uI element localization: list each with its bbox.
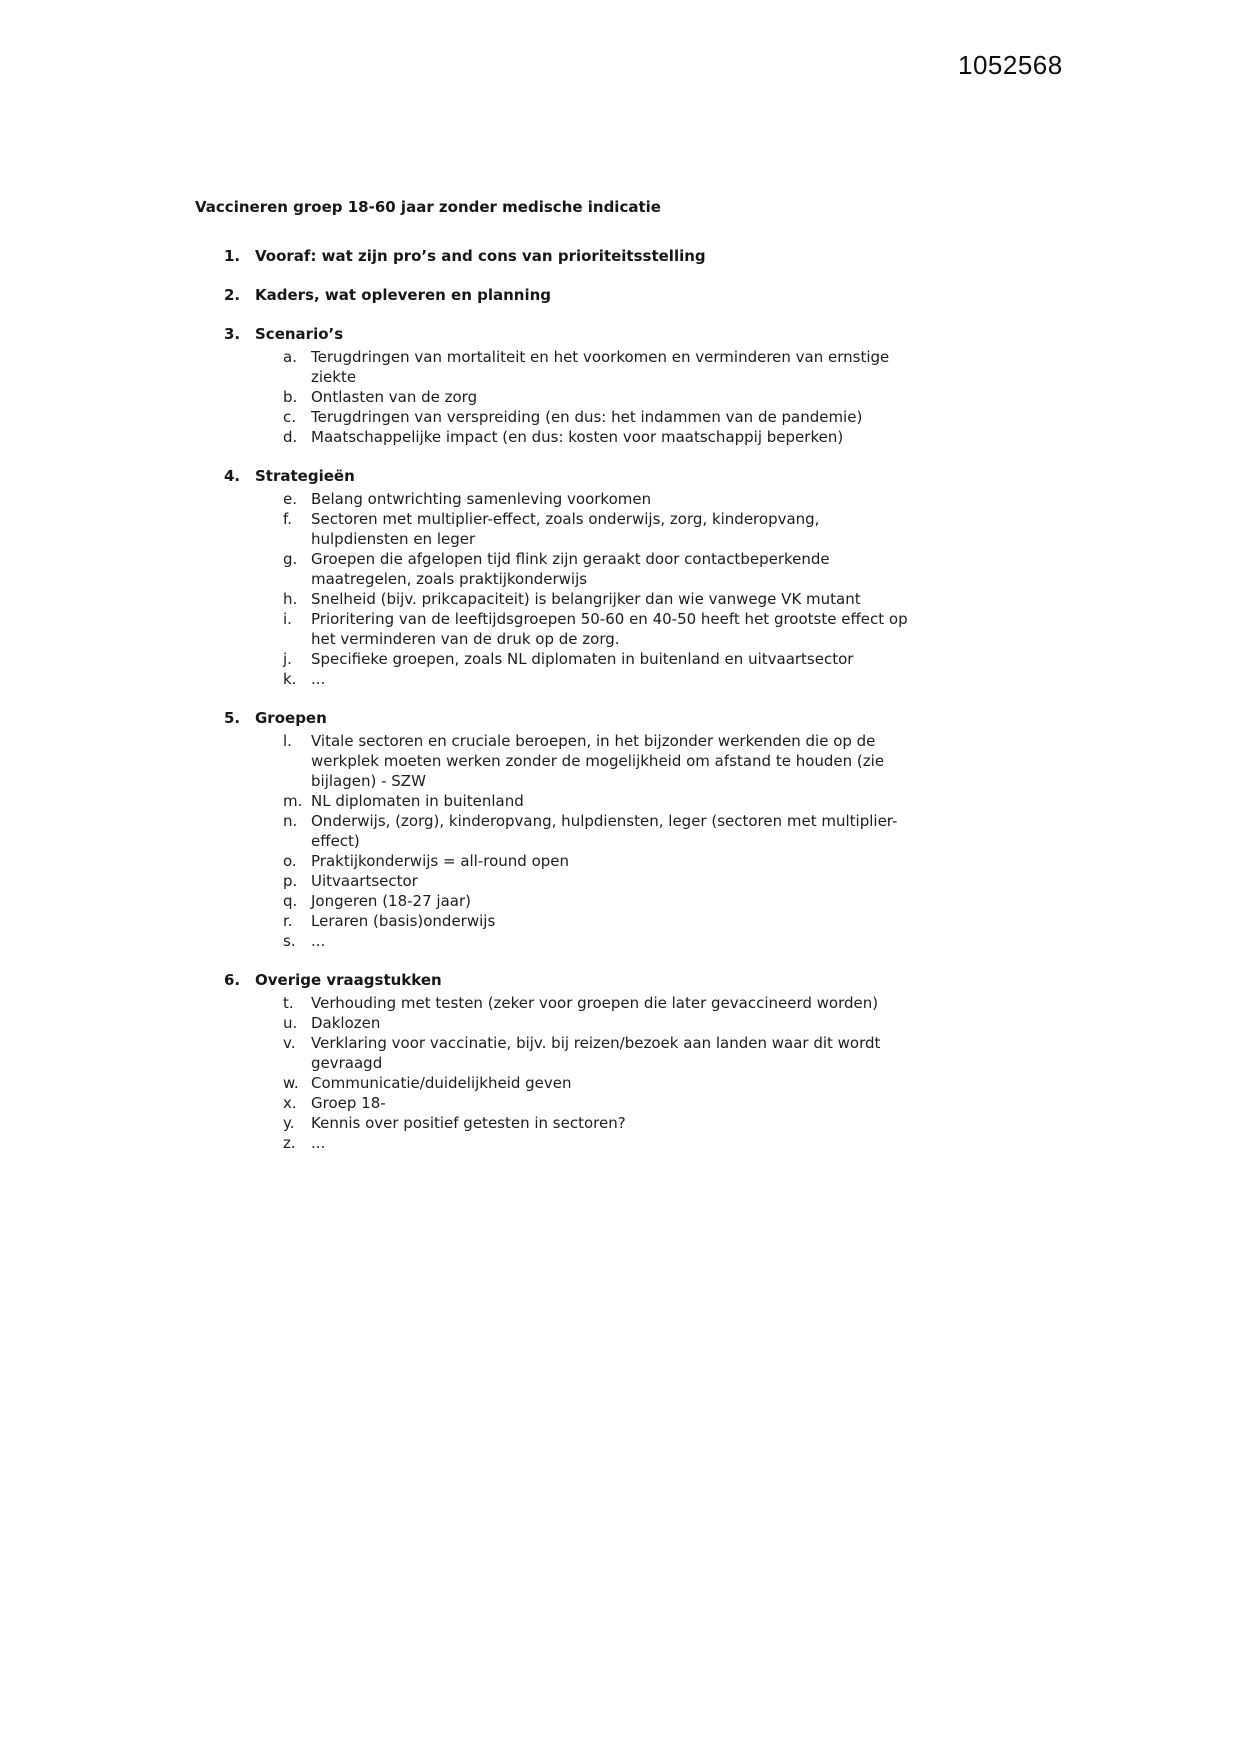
item-text: Snelheid (bijv. prikcapaciteit) is belangrijker dan wie vanwege VK mutant xyxy=(311,590,861,608)
section xyxy=(195,970,915,1153)
item-text: Onderwijs, (zorg), kinderopvang, hulpdiensten, leger (sectoren met multiplier-effect) xyxy=(311,812,898,850)
section-number: 5. xyxy=(224,709,241,727)
section-number: 3. xyxy=(224,325,241,343)
list-item xyxy=(195,1133,915,1153)
item-letter: o. xyxy=(283,852,297,870)
section-heading-row xyxy=(195,466,915,486)
list-item xyxy=(195,649,915,669)
item-letter: k. xyxy=(283,670,297,688)
list-item xyxy=(195,911,915,931)
item-letter: j. xyxy=(283,650,292,668)
item-text: Leraren (basis)onderwijs xyxy=(311,912,496,930)
item-letter: p. xyxy=(283,872,298,890)
list-item xyxy=(195,387,915,407)
item-letter: r. xyxy=(283,912,293,930)
section xyxy=(195,324,915,447)
item-text: Belang ontwrichting samenleving voorkomen xyxy=(311,490,652,508)
item-text: Uitvaartsector xyxy=(311,872,418,890)
item-letter: s. xyxy=(283,932,296,950)
section-number: 6. xyxy=(224,971,241,989)
list-item xyxy=(195,891,915,911)
item-text: Specifieke groepen, zoals NL diplomaten in buitenland en uitvaartsector xyxy=(311,650,854,668)
item-letter: v. xyxy=(283,1034,296,1052)
item-text: Daklozen xyxy=(311,1014,381,1032)
section-heading: Vooraf: wat zijn pro’s and cons van prioriteitsstelling xyxy=(255,247,706,265)
list-item xyxy=(195,791,915,811)
list-item xyxy=(195,871,915,891)
list-item xyxy=(195,509,915,549)
item-text: Kennis over positief getesten in sectoren? xyxy=(311,1114,626,1132)
item-text: Praktijkonderwijs = all-round open xyxy=(311,852,570,870)
item-letter: i. xyxy=(283,610,292,628)
item-letter: e. xyxy=(283,490,297,508)
item-text: Verklaring voor vaccinatie, bijv. bij reizen/bezoek aan landen waar dit wordt gevraagd xyxy=(311,1034,881,1072)
section-heading: Scenario’s xyxy=(255,325,344,343)
item-letter: m. xyxy=(283,792,303,810)
item-text: Groep 18- xyxy=(311,1094,386,1112)
item-text: Verhouding met testen (zeker voor groepen die later gevaccineerd worden) xyxy=(311,994,879,1012)
section-heading-row xyxy=(195,246,915,266)
item-letter: d. xyxy=(283,428,298,446)
item-text: ... xyxy=(311,670,326,688)
section-items xyxy=(195,993,915,1153)
item-text: Sectoren met multiplier-effect, zoals onderwijs, zorg, kinderopvang, hulpdiensten en leger xyxy=(311,510,820,548)
item-letter: w. xyxy=(283,1074,299,1092)
item-text: Jongeren (18-27 jaar) xyxy=(311,892,471,910)
item-letter: a. xyxy=(283,348,297,366)
item-text: Prioritering van de leeftijdsgroepen 50-60 en 40-50 heeft het grootste effect op het verminderen van de druk op de zorg. xyxy=(311,610,908,648)
section-heading: Overige vraagstukken xyxy=(255,971,442,989)
section-number: 4. xyxy=(224,467,241,485)
item-text: Terugdringen van verspreiding (en dus: het indammen van de pandemie) xyxy=(311,408,863,426)
list-item xyxy=(195,1073,915,1093)
section-heading: Strategieën xyxy=(255,467,355,485)
item-letter: u. xyxy=(283,1014,298,1032)
section-items xyxy=(195,489,915,689)
section-list xyxy=(195,246,915,1153)
list-item xyxy=(195,1113,915,1133)
list-item xyxy=(195,489,915,509)
list-item xyxy=(195,1033,915,1073)
document-content xyxy=(195,197,915,1172)
item-letter: b. xyxy=(283,388,298,406)
list-item xyxy=(195,993,915,1013)
list-item xyxy=(195,851,915,871)
list-item xyxy=(195,1093,915,1113)
item-letter: z. xyxy=(283,1134,296,1152)
section xyxy=(195,246,915,266)
list-item xyxy=(195,549,915,589)
item-text: Vitale sectoren en cruciale beroepen, in het bijzonder werkenden die op de werkplek moeten werken zonder de mogelijkheid om afstand te houden (zie bijlagen) - SZW xyxy=(311,732,885,790)
item-letter: t. xyxy=(283,994,294,1012)
list-item xyxy=(195,931,915,951)
document-number: 1052568 xyxy=(958,50,1063,80)
section-number: 1. xyxy=(224,247,241,265)
list-item xyxy=(195,669,915,689)
item-letter: f. xyxy=(283,510,292,528)
item-letter: g. xyxy=(283,550,298,568)
item-letter: x. xyxy=(283,1094,297,1112)
item-text: NL diplomaten in buitenland xyxy=(311,792,524,810)
section-heading: Kaders, wat opleveren en planning xyxy=(255,286,552,304)
list-item xyxy=(195,811,915,851)
section-heading-row xyxy=(195,285,915,305)
list-item xyxy=(195,589,915,609)
list-item xyxy=(195,407,915,427)
item-letter: q. xyxy=(283,892,298,910)
section xyxy=(195,708,915,951)
item-text: Ontlasten van de zorg xyxy=(311,388,478,406)
list-item xyxy=(195,347,915,387)
section-heading-row xyxy=(195,970,915,990)
section xyxy=(195,285,915,305)
item-text: ... xyxy=(311,1134,326,1152)
item-text: ... xyxy=(311,932,326,950)
section-items xyxy=(195,731,915,951)
item-letter: y. xyxy=(283,1114,295,1132)
section xyxy=(195,466,915,689)
section-number: 2. xyxy=(224,286,241,304)
document-title: Vaccineren groep 18-60 jaar zonder medische indicatie xyxy=(195,198,661,216)
item-text: Maatschappelijke impact (en dus: kosten voor maatschappij beperken) xyxy=(311,428,844,446)
item-text: Terugdringen van mortaliteit en het voorkomen en verminderen van ernstige ziekte xyxy=(311,348,890,386)
item-letter: l. xyxy=(283,732,292,750)
item-letter: c. xyxy=(283,408,297,426)
list-item xyxy=(195,731,915,791)
item-text: Communicatie/duidelijkheid geven xyxy=(311,1074,572,1092)
list-item xyxy=(195,1013,915,1033)
item-letter: h. xyxy=(283,590,298,608)
section-heading-row xyxy=(195,324,915,344)
section-heading: Groepen xyxy=(255,709,327,727)
list-item xyxy=(195,609,915,649)
section-heading-row xyxy=(195,708,915,728)
item-letter: n. xyxy=(283,812,298,830)
list-item xyxy=(195,427,915,447)
item-text: Groepen die afgelopen tijd flink zijn geraakt door contactbeperkende maatregelen, zoals praktijkonderwijs xyxy=(311,550,830,588)
section-items xyxy=(195,347,915,447)
